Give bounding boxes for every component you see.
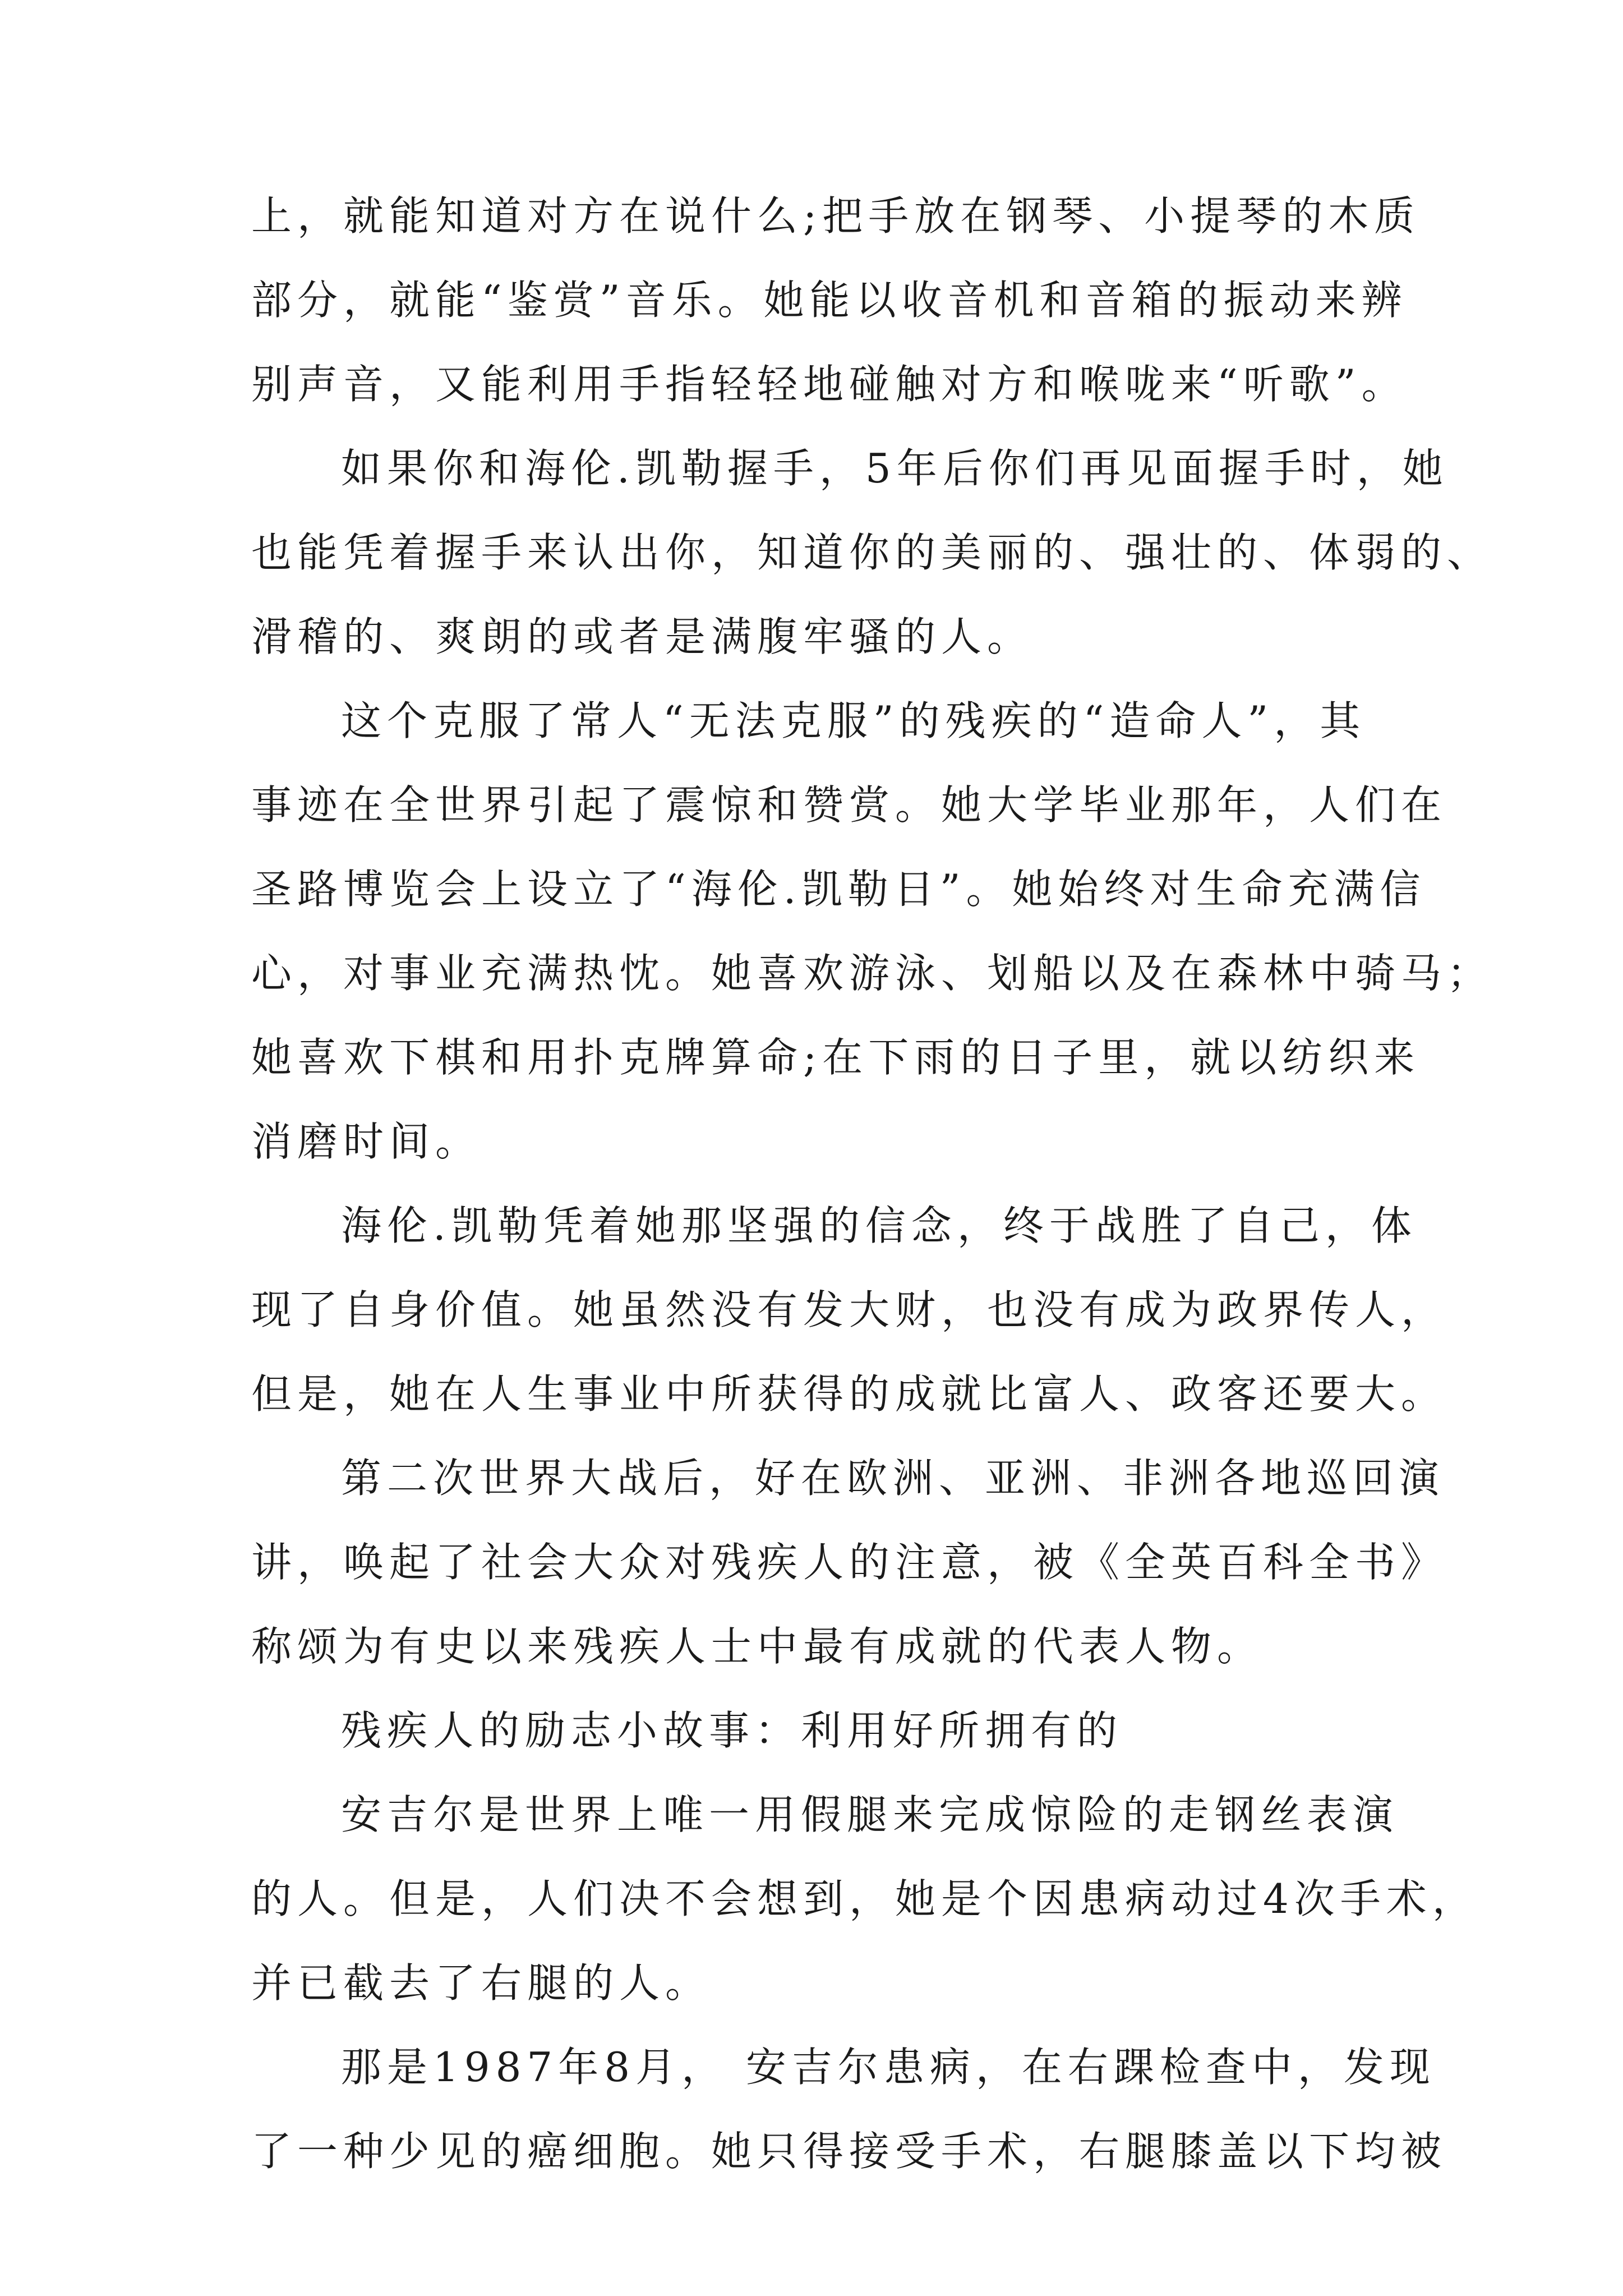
text-line: 并已截去了右腿的人。 bbox=[251, 1959, 712, 2007]
text-line: 那是1987年8月， 安吉尔患病，在右踝检查中，发现 bbox=[341, 2044, 1436, 2091]
text-line: 第二次世界大战后，好在欧洲、亚洲、非洲各地巡回演 bbox=[341, 1455, 1445, 1502]
text-line: 圣路博览会上设立了“海伦.凯勒日”。她始终对生命充满信 bbox=[251, 866, 1426, 913]
text-line: 心，对事业充满热忱。她喜欢游泳、划船以及在森林中骑马； bbox=[251, 950, 1493, 997]
text-line: 消磨时间。 bbox=[251, 1118, 482, 1165]
text-line: 如果你和海伦.凯勒握手，5年后你们再见面握手时，她 bbox=[341, 445, 1449, 492]
text-line: 安吉尔是世界上唯一用假腿来完成惊险的走钢丝表演 bbox=[341, 1791, 1399, 1838]
text-line: 称颂为有史以来残疾人士中最有成就的代表人物。 bbox=[251, 1623, 1264, 1670]
text-line: 讲，唤起了社会大众对残疾人的注意，被《全英百科全书》 bbox=[251, 1539, 1447, 1586]
body-text bbox=[251, 174, 1493, 2193]
text-line: 这个克服了常人“无法克服”的残疾的“造命人”，其 bbox=[341, 697, 1366, 744]
text-line: 海伦.凯勒凭着她那坚强的信念，终于战胜了自己，体 bbox=[341, 1202, 1417, 1249]
text-line: 滑稽的、爽朗的或者是满腹牢骚的人。 bbox=[251, 613, 1034, 660]
text-line: 她喜欢下棋和用扑克牌算命;在下雨的日子里，就以纺织来 bbox=[251, 1034, 1421, 1081]
text-line: 也能凭着握手来认出你，知道你的美丽的、强壮的、体弱的、 bbox=[251, 529, 1493, 576]
text-line: 了一种少见的癌细胞。她只得接受手术，右腿膝盖以下均被 bbox=[251, 2128, 1447, 2175]
text-line: 现了自身价值。她虽然没有发大财，也没有成为政界传人， bbox=[251, 1286, 1447, 1333]
text-line: 上，就能知道对方在说什么;把手放在钢琴、小提琴的木质 bbox=[251, 192, 1421, 240]
text-line: 的人。但是，人们决不会想到，她是个因患病动过4次手术， bbox=[251, 1875, 1478, 1922]
text-line: 别声音，又能利用手指轻轻地碰触对方和喉咙来“听歌”。 bbox=[251, 361, 1408, 408]
text-line: 事迹在全世界引起了震惊和赞赏。她大学毕业那年，人们在 bbox=[251, 781, 1447, 829]
section-heading: 残疾人的励志小故事：利用好所拥有的 bbox=[341, 1707, 1123, 1754]
text-line: 但是，她在人生事业中所获得的成就比富人、政客还要大。 bbox=[251, 1370, 1447, 1418]
text-line: 部分，就能“鉴赏”音乐。她能以收音机和音箱的振动来辨 bbox=[251, 277, 1408, 324]
